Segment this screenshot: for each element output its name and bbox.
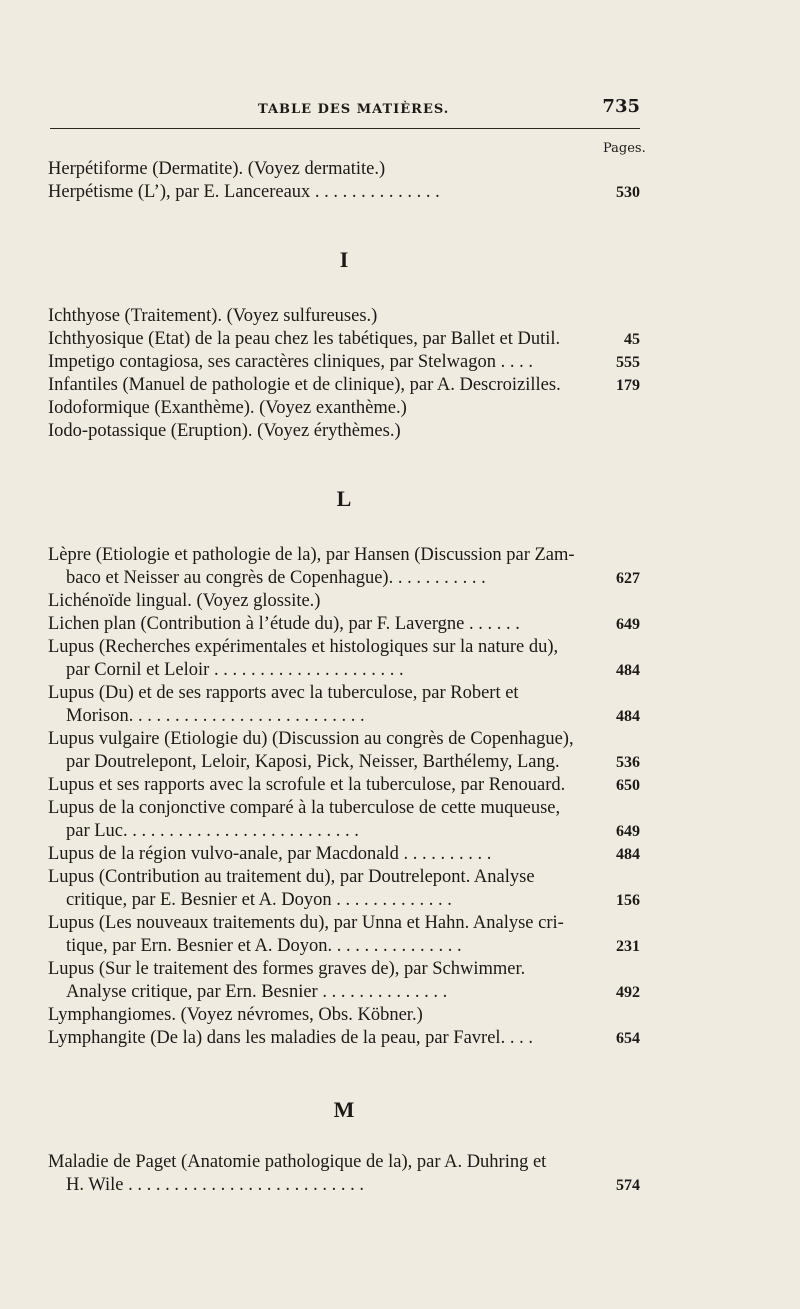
index-entry bbox=[48, 774, 640, 797]
index-entry bbox=[48, 590, 640, 613]
page-header bbox=[48, 92, 640, 122]
section-gap bbox=[48, 510, 640, 544]
entry-text: Iodo-potassique (Eruption). (Voyez érythèmes.) bbox=[48, 421, 401, 441]
section-gap bbox=[48, 204, 640, 248]
index-entry bbox=[48, 158, 640, 181]
entry-page-number: 627 bbox=[616, 570, 640, 587]
entry-page-number: 45 bbox=[624, 331, 640, 348]
entry-page-number: 492 bbox=[616, 984, 640, 1001]
entry-page-number: 574 bbox=[616, 1177, 640, 1194]
entry-page-number: 156 bbox=[616, 892, 640, 909]
entry-page-number: 536 bbox=[616, 754, 640, 771]
index-entry bbox=[48, 1151, 640, 1197]
section-gap bbox=[48, 1050, 640, 1098]
index-entry bbox=[48, 328, 640, 351]
index-entry bbox=[48, 1027, 640, 1050]
entry-page-number: 654 bbox=[616, 1030, 640, 1047]
index-entry bbox=[48, 181, 640, 204]
entry-page-number: 484 bbox=[616, 662, 640, 679]
section-gap bbox=[48, 1121, 640, 1151]
entry-text: Lupus et ses rapports avec la scrofule et la tuberculose, par Renouard. bbox=[48, 775, 566, 795]
entry-text: Lupus de la conjonctive comparé à la tuberculose de cette muqueuse, bbox=[48, 798, 561, 818]
entry-continuation: Analyse critique, par Ern. Besnier . . . . . . . . . . . . . . bbox=[66, 982, 448, 1002]
entry-text: Lupus vulgaire (Etiologie du) (Discussion au congrès de Copenhague), bbox=[48, 729, 574, 749]
index-list bbox=[48, 158, 640, 1197]
entry-continuation: Morison. . . . . . . . . . . . . . . . . . . . . . . . . . bbox=[66, 706, 365, 726]
section-letter-heading: L bbox=[336, 486, 352, 511]
entry-text: Ichthyosique (Etat) de la peau chez les tabétiques, par Ballet et Dutil. bbox=[48, 329, 561, 349]
header-rule bbox=[50, 128, 640, 129]
entry-text: Lupus (Sur le traitement des formes graves de), par Schwimmer. bbox=[48, 959, 526, 979]
index-entry bbox=[48, 544, 640, 590]
entry-page-number: 650 bbox=[616, 777, 640, 794]
section-letter-heading: I bbox=[339, 247, 349, 272]
entry-text: Lupus (Du) et de ses rapports avec la tuberculose, par Robert et bbox=[48, 683, 519, 703]
entry-page-number: 484 bbox=[616, 846, 640, 863]
entry-text: Lichénoïde lingual. (Voyez glossite.) bbox=[48, 591, 321, 611]
section-letter-heading: M bbox=[333, 1097, 355, 1122]
entry-continuation: par Doutrelepont, Leloir, Kaposi, Pick, Neisser, Barthélemy, Lang. bbox=[66, 752, 560, 772]
entry-text: Lèpre (Etiologie et pathologie de la), par Hansen (Discussion par Zam- bbox=[48, 545, 575, 565]
entry-text: Iodoformique (Exanthème). (Voyez exanthème.) bbox=[48, 398, 407, 418]
index-entry bbox=[48, 843, 640, 866]
index-entry bbox=[48, 912, 640, 958]
index-entry bbox=[48, 305, 640, 328]
entry-text: Herpétisme (L’), par E. Lancereaux . . . . . . . . . . . . . . bbox=[48, 182, 440, 202]
entry-text: Lichen plan (Contribution à l’étude du), par F. Lavergne . . . . . . bbox=[48, 614, 520, 634]
entry-text: Herpétiforme (Dermatite). (Voyez dermatite.) bbox=[48, 159, 386, 179]
entry-text: Ichthyose (Traitement). (Voyez sulfureuses.) bbox=[48, 306, 378, 326]
entry-text: Lupus de la région vulvo-anale, par Macdonald . . . . . . . . . . bbox=[48, 844, 492, 864]
entry-text: Lymphangite (De la) dans les maladies de la peau, par Favrel. . . . bbox=[48, 1028, 533, 1048]
entry-page-number: 231 bbox=[616, 938, 640, 955]
entry-text: Infantiles (Manuel de pathologie et de clinique), par A. Descroizilles. bbox=[48, 375, 561, 395]
section-gap bbox=[48, 271, 640, 305]
index-entry bbox=[48, 1004, 640, 1027]
pages-column-label: Pages. bbox=[603, 141, 646, 156]
index-entry bbox=[48, 728, 640, 774]
entry-page-number: 530 bbox=[616, 184, 640, 201]
index-entry bbox=[48, 397, 640, 420]
index-entry bbox=[48, 613, 640, 636]
entry-text: Lymphangiomes. (Voyez névromes, Obs. Köbner.) bbox=[48, 1005, 423, 1025]
entry-continuation: tique, par Ern. Besnier et A. Doyon. . . . . . . . . . . . . . . bbox=[66, 936, 462, 956]
entry-text: Lupus (Recherches expérimentales et histologiques sur la nature du), bbox=[48, 637, 559, 657]
section-gap bbox=[48, 443, 640, 487]
index-entry bbox=[48, 351, 640, 374]
entry-continuation: critique, par E. Besnier et A. Doyon . . . . . . . . . . . . . bbox=[66, 890, 452, 910]
entry-page-number: 484 bbox=[616, 708, 640, 725]
index-entry bbox=[48, 374, 640, 397]
entry-text: Maladie de Paget (Anatomie pathologique de la), par A. Duhring et bbox=[48, 1152, 547, 1172]
index-entry bbox=[48, 636, 640, 682]
entry-page-number: 555 bbox=[616, 354, 640, 371]
index-entry bbox=[48, 420, 640, 443]
entry-continuation: baco et Neisser au congrès de Copenhague). . . . . . . . . . . bbox=[66, 568, 486, 588]
index-entry bbox=[48, 866, 640, 912]
entry-page-number: 649 bbox=[616, 823, 640, 840]
index-entry bbox=[48, 797, 640, 843]
entry-continuation: par Luc. . . . . . . . . . . . . . . . . . . . . . . . . . bbox=[66, 821, 359, 841]
entry-continuation: H. Wile . . . . . . . . . . . . . . . . . . . . . . . . . . bbox=[66, 1175, 364, 1195]
entry-text: Impetigo contagiosa, ses caractères cliniques, par Stelwagon . . . . bbox=[48, 352, 533, 372]
entry-text: Lupus (Contribution au traitement du), par Doutrelepont. Analyse bbox=[48, 867, 535, 887]
index-entry bbox=[48, 682, 640, 728]
entry-text: Lupus (Les nouveaux traitements du), par Unna et Hahn. Analyse cri- bbox=[48, 913, 564, 933]
index-entry bbox=[48, 958, 640, 1004]
entry-page-number: 649 bbox=[616, 616, 640, 633]
entry-continuation: par Cornil et Leloir . . . . . . . . . . . . . . . . . . . . . bbox=[66, 660, 404, 680]
entry-page-number: 179 bbox=[616, 377, 640, 394]
page-number: 735 bbox=[602, 96, 640, 117]
running-title: TABLE DES MATIÈRES. bbox=[258, 102, 450, 117]
